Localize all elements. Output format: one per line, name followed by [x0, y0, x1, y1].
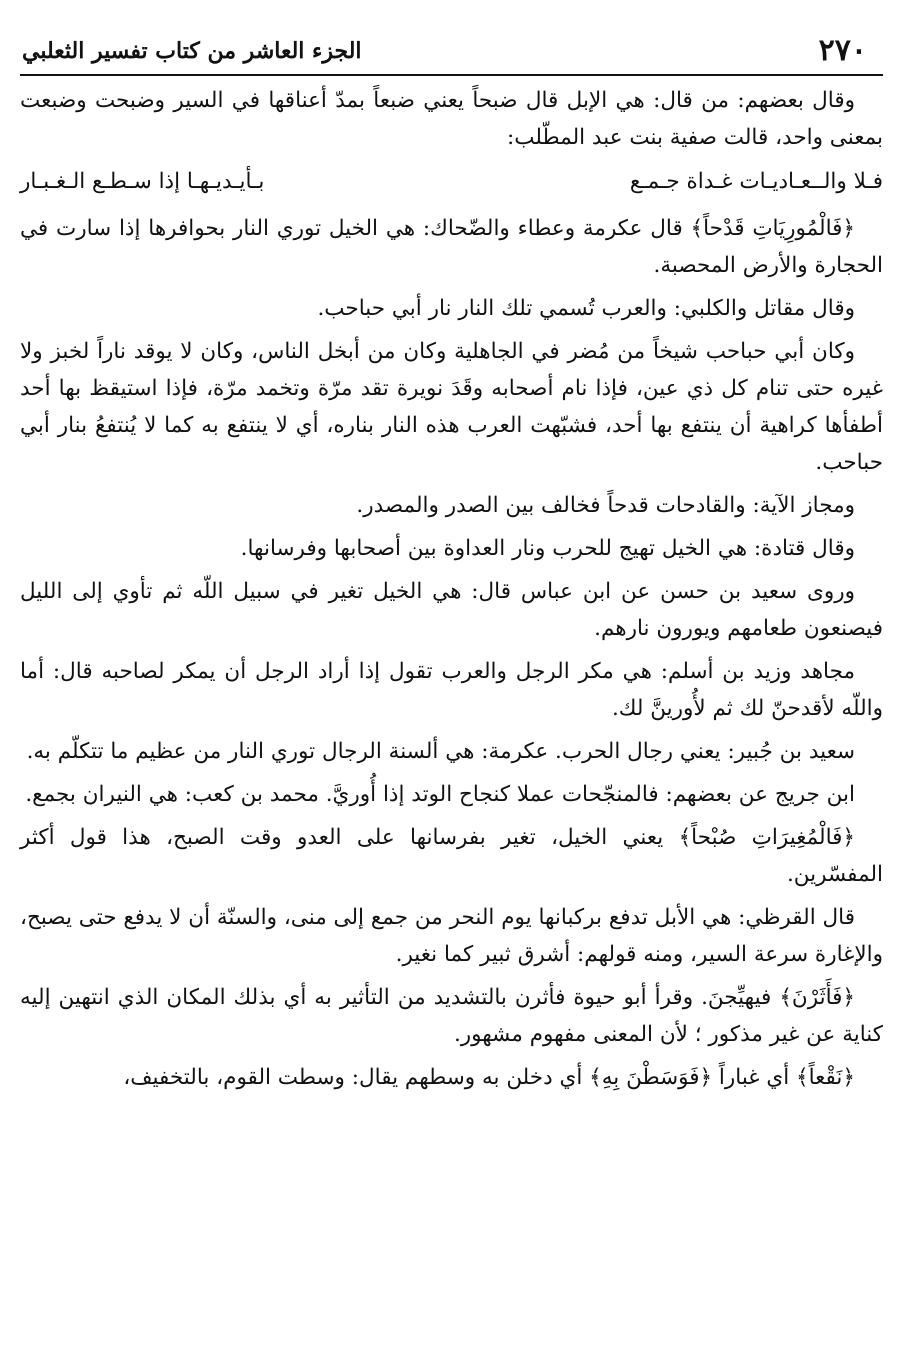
running-title: الجزء العاشر من كتاب تفسير الثعلبي — [22, 38, 362, 64]
page-body — [20, 76, 883, 1096]
paragraph: وروى سعيد بن حسن عن ابن عباس قال: هي الخيل تغير في سبيل اللّه ثم تأوي إلى الليل فيصنعون طعامهم ويورون نارهم. — [20, 579, 883, 641]
paragraph: وقال قتادة: هي الخيل تهيج للحرب ونار العداوة بين أصحابها وفرسانها. — [240, 536, 855, 561]
paragraph: ابن جريج عن بعضهم: فالمنجّحات عملا كنجاح الوتد إذا أُوريَّ. محمد بن كعب: هي النيران بجمع. — [25, 782, 855, 807]
paragraph: وكان أبي حباحب شيخاً من مُضر في الجاهلية وكان من أبخل الناس، وكان لا يوقد ناراً لخبز ولا غيره حتى تنام كل ذي عين، فإذا نام أصحابه وقَدَ نويرة تقد مرّة وتخمد مرّة، فإذا استيقظ بها أحد أطفأها كراهية أن ينتفع بها أحد، فشبّهت العرب هذه النار بناره، أي لا ينتفع به كما لا يُنتفعُ بنار أبي حباحب. — [20, 339, 883, 475]
paragraph: ﴿فَأَثَرْنَ﴾ فيهيِّجنَ. وقرأ أبو حيوة فأثرن بالتشديد من التأثير به أي بذلك المكان الذي انتهين إليه كناية عن غير مذكور ؛ لأن المعنى مفهوم مشهور. — [20, 985, 883, 1047]
paragraph: ﴿فَالْمُغِيرَاتِ صُبْحاً﴾ يعني الخيل، تغير بفرسانها على العدو وقت الصبح، هذا قول أكثر المفسّرين. — [20, 825, 883, 887]
page-number: ٢٧٠ — [818, 33, 867, 68]
paragraph: وقال بعضهم: من قال: هي الإبل قال ضبحاً يعني ضبعاً بمدّ أعناقها في السير وضبحت وضبعت بمعنى واحد، قالت صفية بنت عبد المطّلب: — [20, 88, 883, 150]
paragraph: مجاهد وزيد بن أسلم: هي مكر الرجل والعرب تقول إذا أراد الرجل أن يمكر لصاحبه قال: أما واللّه لأقدحنّ لك ثم لأُورينَّ لك. — [20, 659, 883, 721]
paragraph: سعيد بن جُبير: يعني رجال الحرب. عكرمة: هي ألسنة الرجال توري النار من عظيم ما تتكلّم به. — [26, 739, 855, 764]
verse-first-hemistich: فـلا والــعـاديـات غـداة جـمـع — [629, 169, 883, 194]
paragraph: وقال مقاتل والكلبي: والعرب تُسمي تلك النار نار أبي حباحب. — [317, 296, 855, 321]
verse-second-hemistich: بـأيـديـهـا إذا سـطـع الـغـبـار — [20, 169, 265, 194]
poetry-verse — [20, 162, 883, 202]
page-header — [20, 28, 883, 76]
paragraph: ﴿نَقْعاً﴾ أي غباراً ﴿فَوَسَطْنَ بِهِ﴾ أي دخلن به وسطهم يقال: وسطت القوم، بالتخفيف، — [123, 1065, 855, 1090]
paragraph: ومجاز الآية: والقادحات قدحاً فخالف بين الصدر والمصدر. — [356, 493, 855, 518]
paragraph: قال القرظي: هي الأبل تدفع بركبانها يوم النحر من جمع إلى منى، والسنّة أن لا يدفع حتى يصبح، والإغارة سرعة السير، ومنه قولهم: أشرق ثبير كما نغير. — [20, 905, 883, 967]
paragraph: ﴿فَالْمُورِيَاتِ قَدْحاً﴾ قال عكرمة وعطاء والضّحاك: هي الخيل توري النار بحوافرها إذا سارت في الحجارة والأرض المحصبة. — [20, 216, 883, 278]
